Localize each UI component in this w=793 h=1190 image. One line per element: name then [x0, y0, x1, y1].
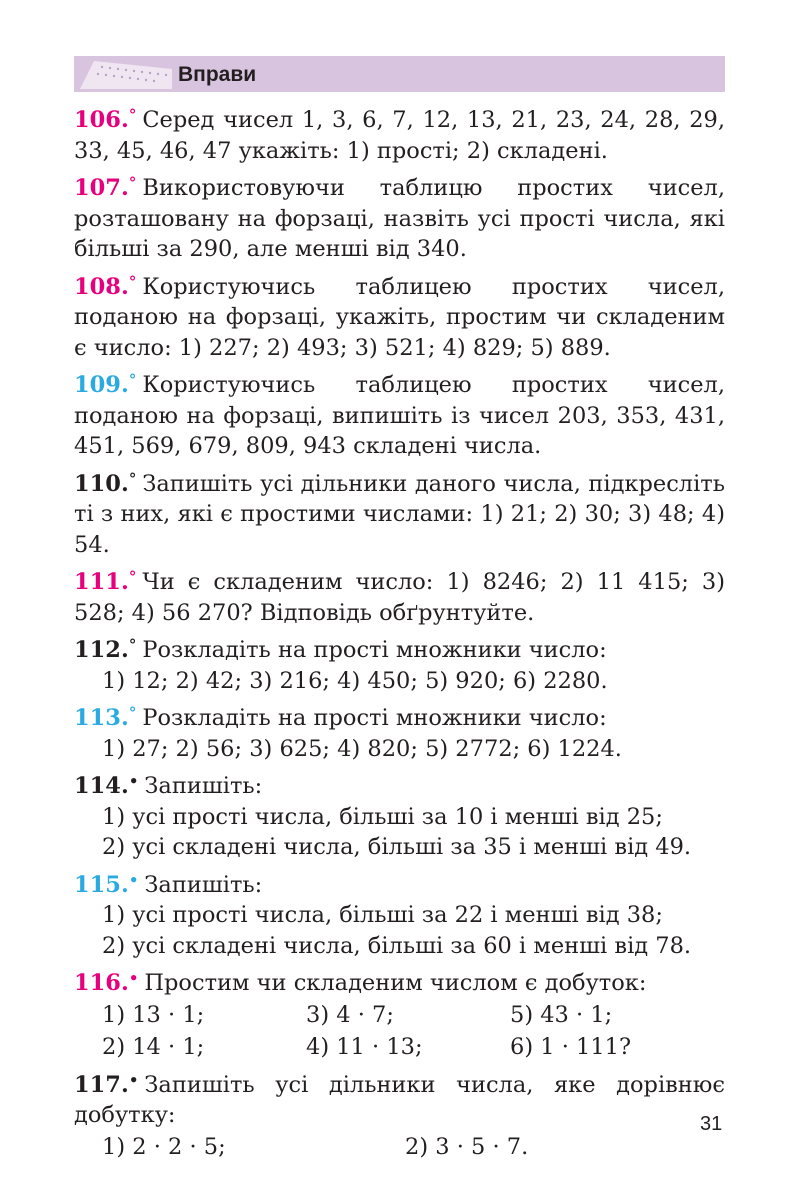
- exercise-113: [74, 698, 725, 764]
- exercise-text: Простим чи складеним числом є добуток:: [144, 970, 647, 996]
- difficulty-mark: •: [128, 870, 139, 889]
- exercise-number: 110.: [74, 470, 129, 497]
- product-item: 1) 13 · 1;: [102, 1001, 205, 1028]
- exercise-subline: 2) усі складені числа, більші за 35 і менші від 49.: [102, 834, 692, 860]
- product-item: 5) 43 · 1;: [510, 1001, 613, 1028]
- difficulty-mark: °: [128, 371, 137, 389]
- exercise-number: 112.: [74, 637, 129, 663]
- product-row: [74, 1131, 725, 1163]
- exercise-subline: 1) усі прості числа, більші за 22 і менші від 38;: [102, 902, 663, 928]
- exercise-number: 109.: [74, 372, 129, 398]
- exercise-number: 108.: [74, 273, 129, 300]
- exercise-110: [74, 464, 725, 561]
- exercise-115: [74, 865, 725, 962]
- product-item: 2) 3 · 5 · 7.: [405, 1133, 529, 1160]
- section-title: Вправи: [178, 63, 257, 86]
- exercise-text: Запишіть усі дільники числа, яке дорівнює добутку:: [74, 1071, 725, 1128]
- exercise-text: Користуючись таблицею простих чисел, поданою на форзаці, випишіть із чисел 203, 353, 431, 451, 569, 679, 809, 943 складені числа.: [74, 372, 725, 459]
- product-row: [74, 999, 725, 1031]
- exercise-116: [74, 963, 725, 1063]
- difficulty-mark: °: [128, 469, 137, 488]
- exercise-number: 115.: [74, 871, 129, 898]
- difficulty-mark: °: [128, 174, 137, 192]
- exercise-subline: 1) усі прості числа, більші за 10 і менші від 25;: [102, 803, 663, 830]
- exercise-number: 111.: [74, 569, 129, 595]
- exercise-117: [74, 1065, 725, 1163]
- exercise-108: [74, 267, 725, 364]
- exercise-number: 114.: [74, 773, 129, 799]
- exercise-106: [74, 100, 725, 166]
- product-row: [74, 1031, 725, 1063]
- exercise-114: [74, 766, 725, 863]
- exercise-text: Чи є складеним число: 1) 8246; 2) 11 415; 3) 528; 4) 56 270? Відповідь обґрунтуйте.: [74, 569, 725, 626]
- difficulty-mark: •: [128, 969, 139, 987]
- exercise-text: Розкладіть на прості множники число:: [142, 637, 607, 663]
- product-item: 2) 14 · 1;: [102, 1033, 205, 1060]
- difficulty-mark: °: [128, 568, 137, 586]
- exercise-109: [74, 365, 725, 462]
- exercise-107: [74, 168, 725, 265]
- exercise-subline: 1) 12; 2) 42; 3) 216; 4) 450; 5) 920; 6) 2280.: [102, 667, 608, 694]
- exercise-text: Користуючись таблицею простих чисел, поданою на форзаці, укажіть, простим чи складеним є число: 1) 227; 2) 493; 3) 521; 4) 829; 5) 889.: [74, 273, 725, 361]
- page-number: 31: [700, 1113, 723, 1135]
- exercise-number: 117.: [74, 1071, 129, 1098]
- exercise-text: Запишіть усі дільники даного числа, підкресліть ті з них, які є простими числами: 1) 21; 2) 30; 3) 48; 4) 54.: [74, 470, 725, 558]
- exercise-112: [74, 630, 725, 696]
- difficulty-mark: •: [128, 772, 139, 790]
- exercise-number: 116.: [74, 970, 129, 996]
- difficulty-mark: •: [128, 1070, 139, 1089]
- difficulty-mark: °: [128, 106, 137, 124]
- difficulty-mark: °: [128, 636, 137, 654]
- difficulty-mark: °: [128, 272, 137, 291]
- product-item: 1) 2 · 2 · 5;: [102, 1133, 226, 1160]
- product-item: 3) 4 · 7;: [306, 1001, 394, 1028]
- exercise-text: Серед чисел 1, 3, 6, 7, 12, 13, 21, 23, 24, 28, 29, 33, 45, 46, 47 укажіть: 1) прості; 2) складені.: [74, 107, 725, 164]
- exercise-text: Запишіть:: [144, 773, 263, 799]
- exercise-subline: 2) усі складені числа, більші за 60 і менші від 78.: [102, 932, 692, 959]
- exercise-number: 107.: [74, 175, 129, 201]
- ruler-decoration-icon: [80, 59, 172, 89]
- difficulty-mark: °: [128, 704, 137, 722]
- exercise-text: Використовуючи таблицю простих чисел, розташовану на форзаці, назвіть усі прості числа, які більші за 290, але менші від 340.: [74, 175, 725, 262]
- exercise-111: [74, 562, 725, 628]
- product-item: 6) 1 · 111?: [510, 1033, 632, 1060]
- exercise-text: Запишіть:: [144, 871, 263, 898]
- exercise-number: 113.: [74, 705, 129, 731]
- section-header: [74, 56, 725, 92]
- product-item: 4) 11 · 13;: [306, 1033, 423, 1060]
- exercise-number: 106.: [74, 107, 129, 133]
- exercise-text: Розкладіть на прості множники число:: [142, 705, 607, 731]
- exercise-list: [74, 100, 725, 1165]
- exercise-subline: 1) 27; 2) 56; 3) 625; 4) 820; 5) 2772; 6) 1224.: [102, 735, 622, 762]
